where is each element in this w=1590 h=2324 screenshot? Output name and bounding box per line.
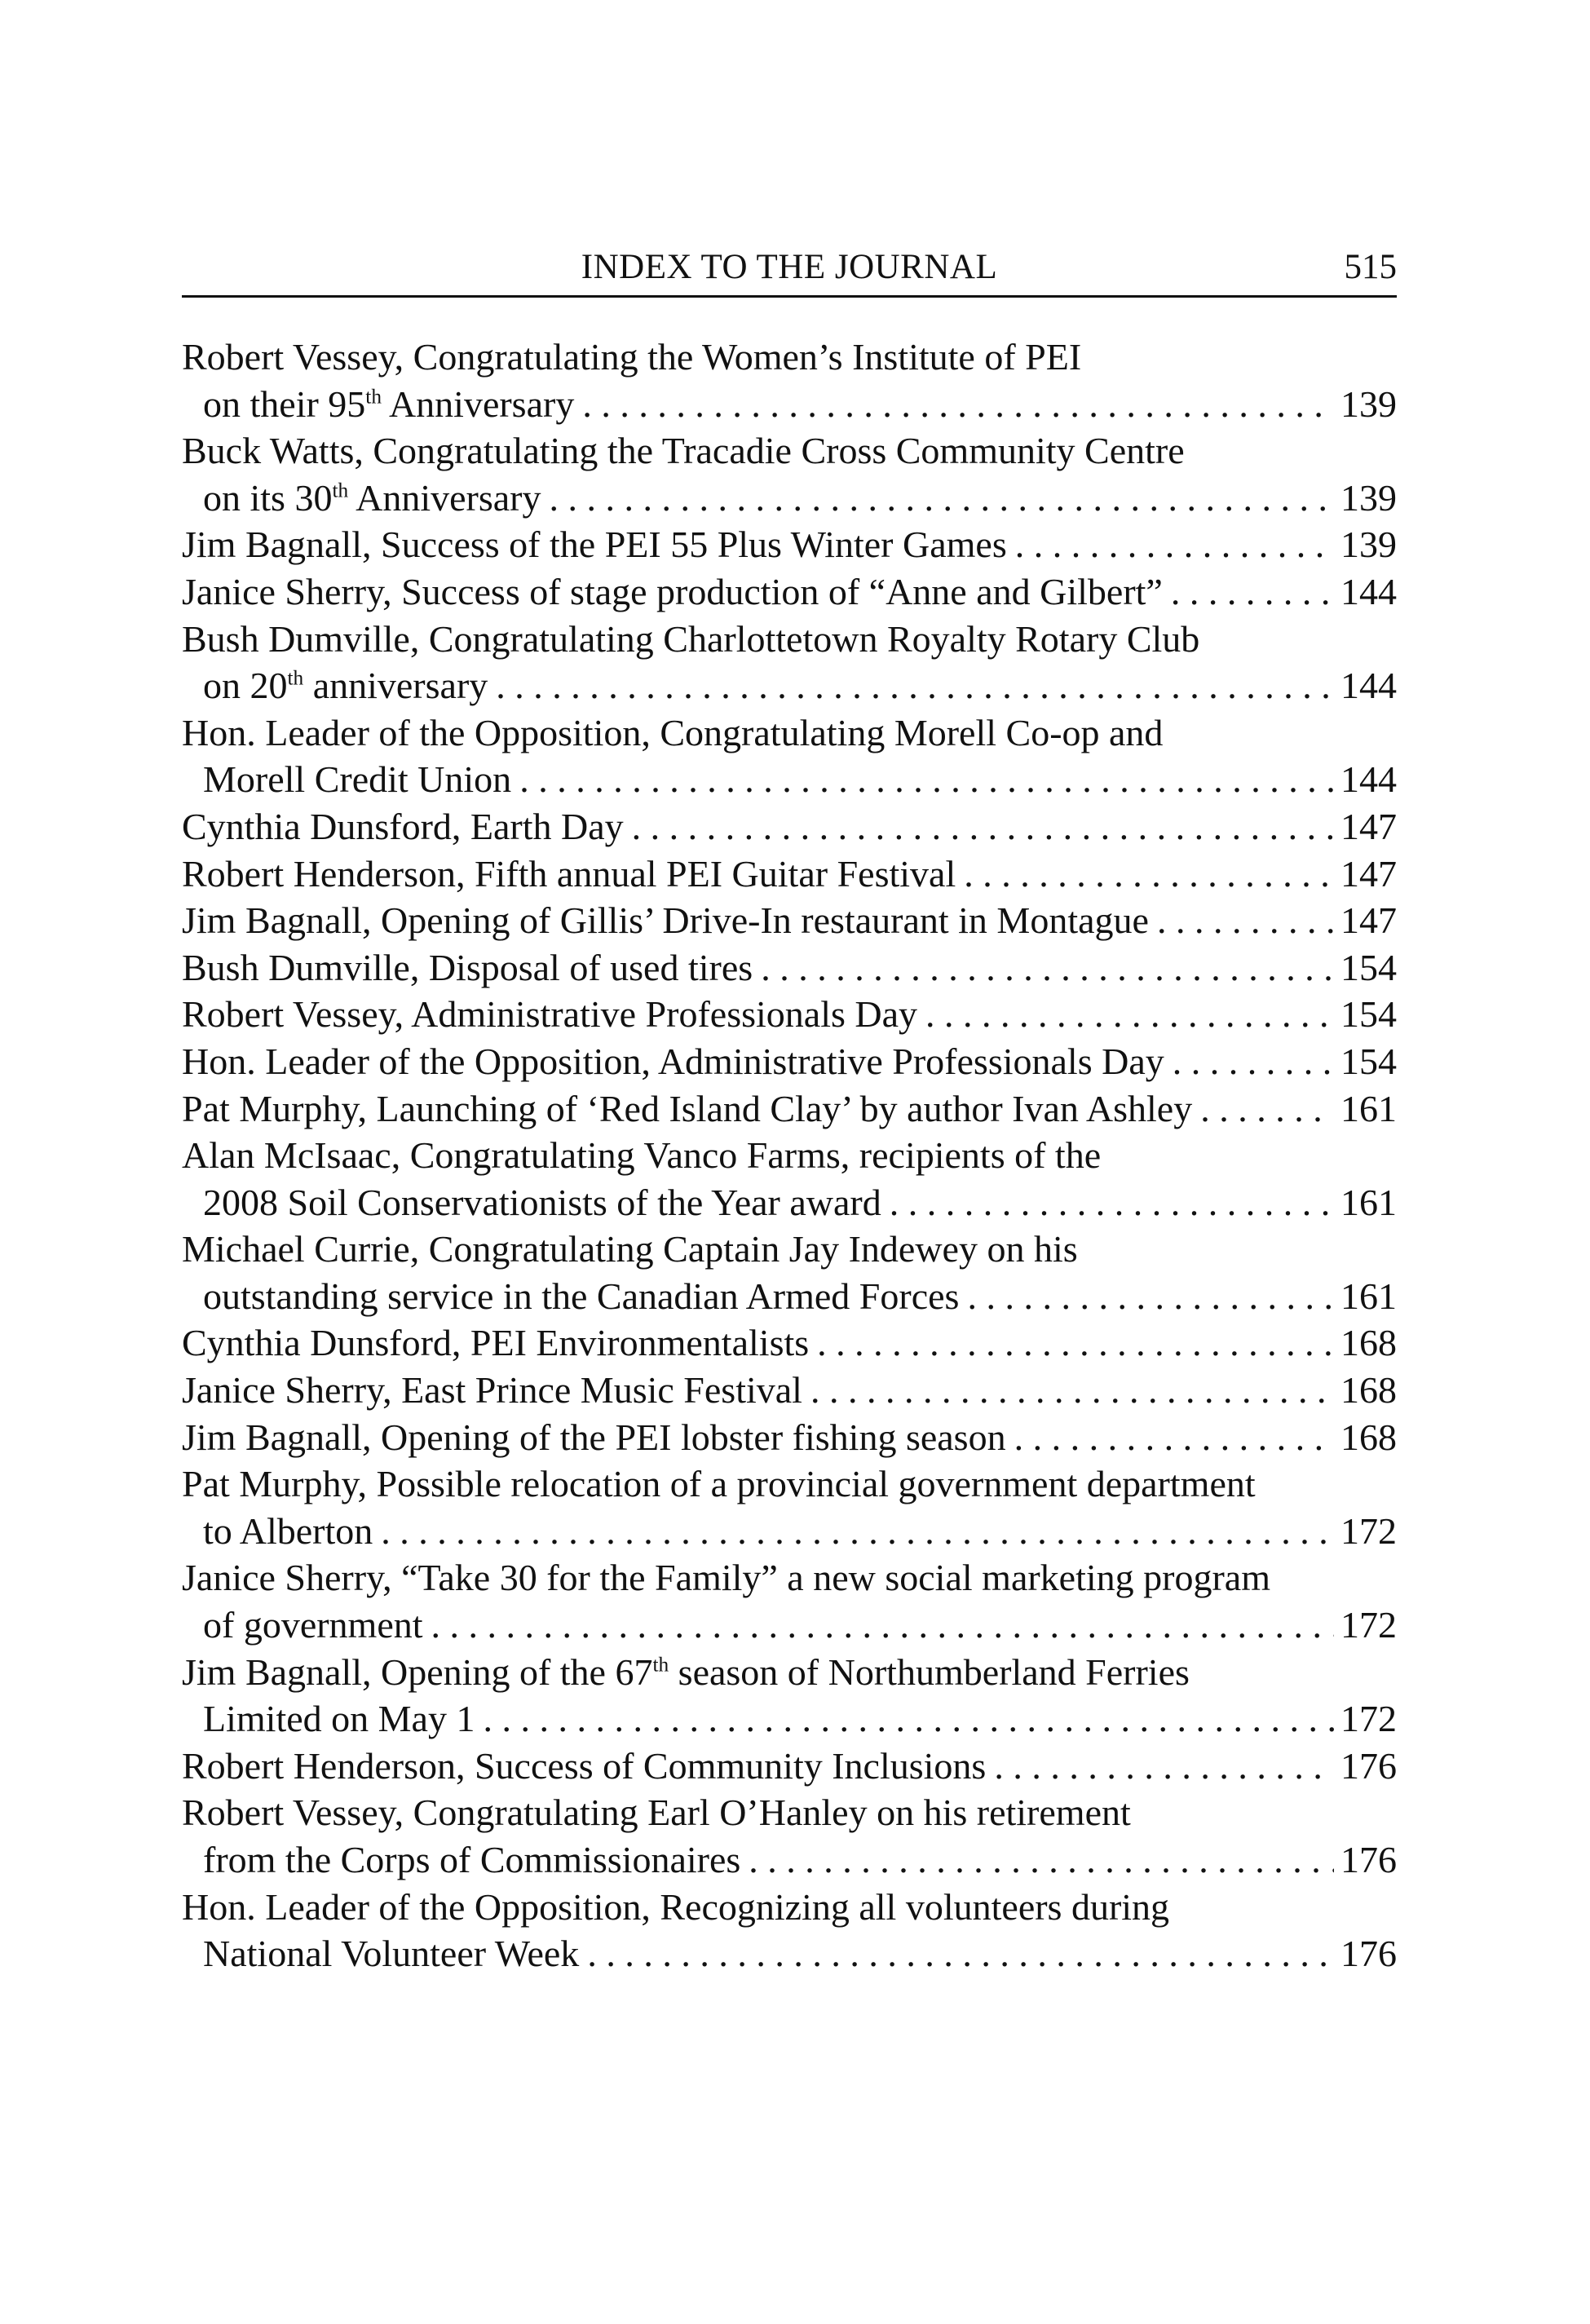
entry-text	[203, 662, 488, 709]
entry-text: Janice Sherry, “Take 30 for the Family” a new social marketing program	[182, 1557, 1270, 1599]
entry-text	[182, 1414, 1006, 1461]
entry-first-line	[182, 1884, 1397, 1931]
index-entry	[182, 1226, 1397, 1319]
entry-first-line	[182, 709, 1397, 757]
entry-last-line	[182, 662, 1397, 709]
entry-last-line	[182, 521, 1397, 568]
entry-page-number: 139	[1340, 382, 1397, 425]
entry-text-part: outstanding service in the Canadian Armed Forces	[203, 1275, 960, 1317]
entry-text: season of Northumberland Ferries	[669, 1650, 1190, 1693]
entry-page-number: 144	[1340, 758, 1397, 801]
page-header	[182, 245, 1397, 298]
entry-page-number: 161	[1340, 1181, 1397, 1223]
index-entry	[182, 1414, 1397, 1461]
entry-page-number: 172	[1340, 1698, 1397, 1740]
entry-text-part: Janice Sherry, East Prince Music Festival	[182, 1369, 802, 1412]
entry-text	[203, 1930, 579, 1977]
index-entry	[182, 1085, 1397, 1133]
entry-last-line	[182, 851, 1397, 898]
entry-text: Jim Bagnall, Opening of the 67	[182, 1650, 653, 1693]
dot-leader	[632, 803, 1334, 851]
entry-text	[182, 803, 624, 851]
entry-page-number: 139	[1340, 524, 1397, 566]
entry-text: Hon. Leader of the Opposition, Recognizing all volunteers during	[182, 1885, 1170, 1928]
entry-text: Hon. Leader of the Opposition, Congratulating Morell Co-op and	[182, 711, 1164, 753]
entry-last-line	[182, 1414, 1397, 1461]
entry-text-part: Jim Bagnall, Success of the PEI 55 Plus Winter Games	[182, 524, 1007, 566]
entry-page-number: 144	[1340, 570, 1397, 612]
entry-first-line	[182, 427, 1397, 475]
entry-text	[203, 1836, 740, 1884]
entry-last-line	[182, 1273, 1397, 1320]
index-entry	[182, 1884, 1397, 1977]
entry-page-number: 176	[1340, 1933, 1397, 1975]
entry-text-part: on 20	[203, 665, 288, 707]
entry-text: Michael Currie, Congratulating Captain Jay Indewey on his	[182, 1228, 1078, 1270]
entry-text-part: Morell Credit Union	[203, 758, 512, 801]
dot-leader	[925, 991, 1334, 1038]
index-entry	[182, 709, 1397, 803]
entry-text-part: Janice Sherry, Success of stage production of “Anne and Gilbert”	[182, 570, 1163, 612]
entry-text-part: Robert Henderson, Success of Community Inclusions	[182, 1744, 987, 1787]
entry-text	[203, 1179, 881, 1226]
entry-last-line	[182, 944, 1397, 992]
entry-page-number: 168	[1340, 1416, 1397, 1458]
entry-text-part: Bush Dumville, Disposal of used tires	[182, 946, 753, 988]
entry-page-number: 147	[1340, 899, 1397, 942]
dot-leader	[1014, 1414, 1334, 1461]
dot-leader	[1015, 521, 1334, 568]
index-entry	[182, 1038, 1397, 1085]
entry-text	[203, 1273, 959, 1320]
entry-last-line	[182, 1179, 1397, 1226]
page-number: 515	[1344, 248, 1397, 286]
entry-text: Robert Vessey, Congratulating Earl O’Hanley on his retirement	[182, 1792, 1131, 1834]
entry-last-line	[182, 1038, 1397, 1085]
entry-last-line	[182, 475, 1397, 522]
dot-leader	[1157, 897, 1334, 944]
index-entry	[182, 616, 1397, 709]
dot-leader	[496, 662, 1334, 709]
entry-last-line	[182, 991, 1397, 1038]
entry-first-line	[182, 1649, 1397, 1696]
index-page	[182, 245, 1397, 1977]
entry-page-number: 154	[1340, 993, 1397, 1036]
entry-last-line	[182, 1085, 1397, 1133]
index-entry	[182, 1649, 1397, 1743]
dot-leader	[994, 1743, 1334, 1790]
entry-text-part: Anniversary	[381, 382, 575, 425]
entry-text-part: from the Corps of Commissionaires	[203, 1839, 741, 1880]
entry-page-number: 147	[1340, 852, 1397, 895]
entry-page-number: 176	[1340, 1744, 1397, 1787]
entry-text-part: on its 30	[203, 476, 333, 519]
index-entries	[182, 334, 1397, 1977]
entry-text	[182, 897, 1149, 944]
dot-leader	[1171, 568, 1334, 616]
entry-first-line	[182, 616, 1397, 663]
entry-page-number: 154	[1340, 946, 1397, 988]
entry-text: Bush Dumville, Congratulating Charlottetown Royalty Rotary Club	[182, 617, 1200, 660]
entry-text	[203, 1602, 423, 1649]
entry-last-line	[182, 803, 1397, 851]
entry-page-number: 147	[1340, 805, 1397, 847]
entry-text-part: to Alberton	[203, 1509, 373, 1552]
entry-text-part: 2008 Soil Conservationists of the Year award	[203, 1181, 881, 1223]
entry-text	[182, 851, 956, 898]
entry-text-part: National Volunteer Week	[203, 1933, 580, 1975]
dot-leader	[519, 756, 1334, 803]
entry-text-part: Jim Bagnall, Opening of Gillis’ Drive-In restaurant in Montague	[182, 899, 1149, 942]
entry-page-number: 161	[1340, 1087, 1397, 1129]
ordinal-suffix: th	[332, 479, 349, 502]
ordinal-suffix: th	[365, 385, 382, 409]
entry-first-line	[182, 334, 1397, 381]
entry-page-number: 172	[1340, 1509, 1397, 1552]
dot-leader	[967, 1273, 1334, 1320]
entry-text	[182, 568, 1163, 616]
entry-last-line	[182, 381, 1397, 428]
dot-leader	[550, 475, 1335, 522]
dot-leader	[761, 944, 1334, 992]
entry-last-line	[182, 1319, 1397, 1367]
index-entry	[182, 1367, 1397, 1414]
dot-leader	[582, 381, 1334, 428]
dot-leader	[749, 1836, 1334, 1884]
index-entry	[182, 803, 1397, 851]
index-entry	[182, 568, 1397, 616]
dot-leader	[890, 1179, 1334, 1226]
entry-text	[182, 1367, 802, 1414]
dot-leader	[587, 1930, 1334, 1977]
entry-text: Pat Murphy, Possible relocation of a provincial government department	[182, 1463, 1256, 1505]
entry-page-number: 168	[1340, 1369, 1397, 1412]
entry-text-part: Cynthia Dunsford, Earth Day	[182, 805, 624, 847]
entry-text	[182, 521, 1007, 568]
entry-page-number: 168	[1340, 1322, 1397, 1364]
index-entry	[182, 1554, 1397, 1648]
ordinal-suffix: th	[287, 666, 304, 690]
entry-page-number: 172	[1340, 1604, 1397, 1646]
entry-text	[182, 1038, 1164, 1085]
entry-text-part: Hon. Leader of the Opposition, Administrative Professionals Day	[182, 1040, 1164, 1082]
index-entry	[182, 427, 1397, 521]
entry-text	[182, 1085, 1192, 1133]
entry-text-part: Jim Bagnall, Opening of the PEI lobster fishing season	[182, 1416, 1006, 1458]
entry-first-line	[182, 1789, 1397, 1836]
entry-last-line	[182, 756, 1397, 803]
entry-text-part: anniversary	[303, 665, 488, 707]
ordinal-suffix: th	[652, 1653, 669, 1677]
entry-last-line	[182, 1836, 1397, 1884]
index-entry	[182, 897, 1397, 944]
entry-text-part: Robert Henderson, Fifth annual PEI Guitar Festival	[182, 852, 956, 895]
index-entry	[182, 1460, 1397, 1554]
entry-last-line	[182, 1367, 1397, 1414]
entry-text	[182, 991, 917, 1038]
entry-text-part: on their 95	[203, 382, 366, 425]
entry-first-line	[182, 1226, 1397, 1273]
dot-leader	[1173, 1038, 1334, 1085]
dot-leader	[483, 1695, 1334, 1743]
entry-text: Buck Watts, Congratulating the Tracadie Cross Community Centre	[182, 430, 1185, 472]
index-entry	[182, 1319, 1397, 1367]
entry-text-part: Limited on May 1	[203, 1698, 475, 1740]
dot-leader	[431, 1602, 1334, 1649]
index-entry	[182, 521, 1397, 568]
entry-text	[203, 381, 574, 428]
entry-text	[203, 1508, 373, 1555]
entry-page-number: 154	[1340, 1040, 1397, 1082]
entry-last-line	[182, 897, 1397, 944]
dot-leader	[817, 1319, 1334, 1367]
index-entry	[182, 1743, 1397, 1790]
entry-first-line	[182, 1460, 1397, 1508]
entry-last-line	[182, 1743, 1397, 1790]
entry-text	[182, 1319, 809, 1367]
entry-first-line	[182, 1132, 1397, 1179]
entry-text	[203, 1695, 475, 1743]
entry-last-line	[182, 1930, 1397, 1977]
dot-leader	[810, 1367, 1334, 1414]
entry-first-line	[182, 1554, 1397, 1602]
entry-last-line	[182, 568, 1397, 616]
entry-text	[203, 475, 541, 522]
dot-leader	[964, 851, 1334, 898]
entry-text-part: of government	[203, 1604, 423, 1646]
entry-page-number: 139	[1340, 476, 1397, 519]
index-entry	[182, 334, 1397, 427]
index-entry	[182, 851, 1397, 898]
entry-text-part: Anniversary	[348, 476, 541, 519]
dot-leader	[381, 1508, 1334, 1555]
dot-leader	[1200, 1085, 1334, 1133]
entry-page-number: 176	[1340, 1839, 1397, 1880]
entry-text: Alan McIsaac, Congratulating Vanco Farms, recipients of the	[182, 1134, 1102, 1177]
entry-page-number: 161	[1340, 1275, 1397, 1317]
entry-text	[203, 756, 511, 803]
entry-page-number: 144	[1340, 665, 1397, 707]
entry-last-line	[182, 1508, 1397, 1555]
index-entry	[182, 1132, 1397, 1226]
entry-text-part: Robert Vessey, Administrative Professionals Day	[182, 993, 918, 1036]
entry-text-part: Cynthia Dunsford, PEI Environmentalists	[182, 1322, 810, 1364]
index-entry	[182, 944, 1397, 992]
entry-text	[182, 1743, 986, 1790]
index-entry	[182, 991, 1397, 1038]
entry-last-line	[182, 1602, 1397, 1649]
entry-text-part: Pat Murphy, Launching of ‘Red Island Clay’ by author Ivan Ashley	[182, 1087, 1193, 1129]
running-head-title: INDEX TO THE JOURNAL	[581, 248, 998, 286]
entry-text	[182, 944, 753, 992]
index-entry	[182, 1789, 1397, 1883]
entry-last-line	[182, 1695, 1397, 1743]
entry-text: Robert Vessey, Congratulating the Women’s Institute of PEI	[182, 336, 1082, 378]
